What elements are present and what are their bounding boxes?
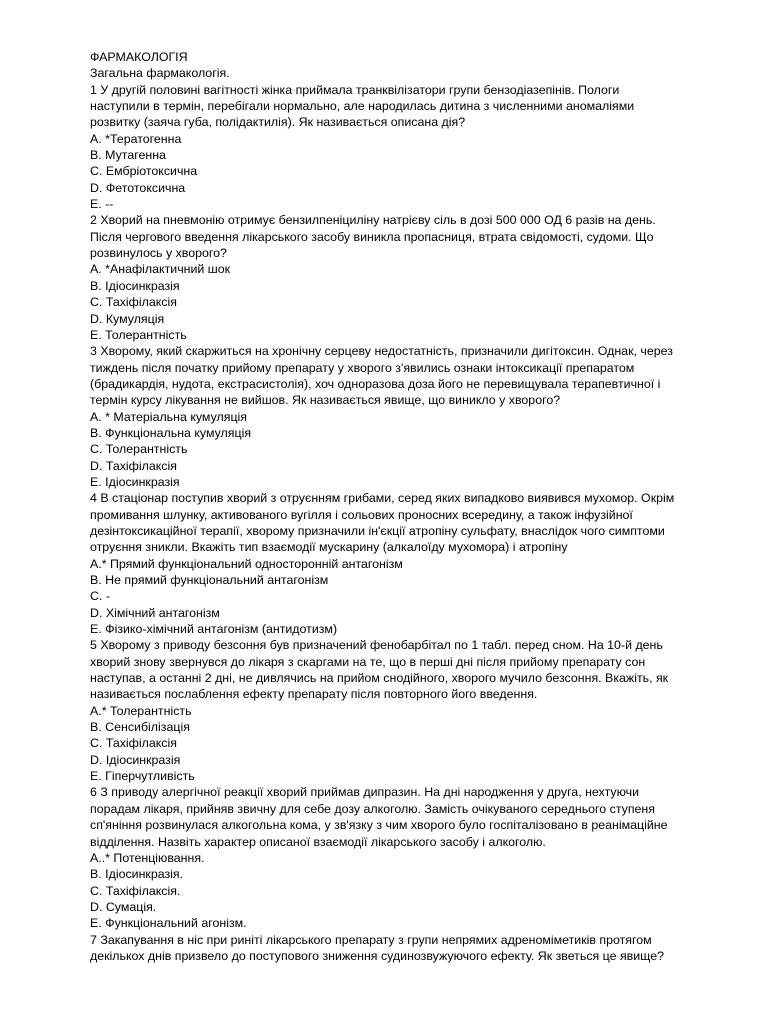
text-line: B. Ідіосинкразія.: [90, 867, 184, 882]
text-line: E. Толерантність: [90, 327, 187, 342]
text-line: 5 Хворому з приводу безсоння був призначений фенобарбітал по 1 табл. перед сном. На 10-й день: [90, 638, 663, 653]
text-line: D. Ідіосинкразія: [90, 752, 181, 767]
document-title: ФАРМАКОЛОГІЯ: [90, 50, 188, 64]
text-line: D. Тахіфілаксія: [90, 458, 177, 473]
text-line: 1 У другій половині вагітності жінка приймала транквілізатори групи бензодіазепінів. Пологи: [90, 82, 620, 97]
text-line: дезінтоксикаційної терапії, хворому призначили ін'єкції атропіну сульфату, внаслідок чого симптоми: [90, 523, 665, 538]
text-line: E. Гіперчутливість: [90, 769, 195, 784]
text-line: A.* Прямий функціональний односторонній антагонізм: [90, 556, 403, 571]
text-line: 4 В стаціонар поступив хворий з отруєнням грибами, серед яких випадково виявився мухомор. Окрім: [90, 491, 675, 506]
text-line: сп'яніння розвинулася алкогольна кома, у зв'язку з чим хворого було госпіталізовано в реанімаційне: [90, 818, 668, 833]
text-line: називається послаблення ефекту препарату після повторного його введення.: [90, 687, 538, 702]
text-line: 2 Хворий на пневмонію отримує бензилпеніциліну натрієву сіль в дозі 500 000 ОД 6 разів на день.: [90, 213, 656, 228]
text-line: C. Толерантність: [90, 442, 188, 457]
text-line: наступав, а останні 2 дні, не дивлячись на прийом снодійного, хворого мучило безсоння. Вкажіть, як: [90, 671, 669, 686]
text-line: B. Сенсибілізація: [90, 720, 190, 735]
text-line: A. *Анафілактичний шок: [90, 262, 231, 277]
document-subtitle: Загальна фармакологія.: [90, 66, 230, 81]
text-line: B. Мутагенна: [90, 148, 166, 163]
text-line: B. Функціональна кумуляція: [90, 425, 252, 440]
text-line: Після чергового введення лікарського засобу виникла пропасниця, втрата свідомості, судоми. Що: [90, 229, 654, 244]
text-line: A. * Матеріальна кумуляція: [90, 409, 248, 424]
text-line: A. *Тератогенна: [90, 131, 182, 146]
text-line: термін курсу лікування не вийшов. Як називається явище, що виникло у хворого?: [90, 393, 561, 408]
text-line: 3 Хворому, який скаржиться на хронічну серцеву недостатність, призначили дигітоксин. Однак, через: [90, 344, 673, 359]
text-line: E. Функціональний агонізм.: [90, 916, 247, 931]
text-line: хворий знову звернувся до лікаря з скаргами на те, що в перші дні після прийому препарату сон: [90, 654, 646, 669]
text-line: B. Ідіосинкразія: [90, 278, 180, 293]
text-line: розвитку (заяча губа, полідактилія). Як називається описана дія?: [90, 115, 466, 130]
text-line: тиждень після початку прийому препарату у хворого з'явились ознаки інтоксикації препаратом: [90, 360, 635, 375]
text-line: C. Ембріотоксична: [90, 164, 198, 179]
text-line: E. --: [90, 197, 114, 212]
text-line: порадам лікаря, прийняв звичну для себе дозу алкоголю. Замість очікуваного середнього ступеня: [90, 801, 655, 816]
text-line: наступили в термін, перебігали нормально, але народилась дитина з численними аномаліями: [90, 99, 635, 114]
text-line: E. Фізико-хімічний антагонізм (антидотизм): [90, 622, 338, 637]
text-line: B. Не прямий функціональний антагонізм: [90, 573, 329, 587]
document-body: [90, 82, 720, 965]
text-line: промивання шлунку, активованого вугілля і сольових проносних всередину, а також інфузійної: [90, 507, 633, 522]
text-line: C. Тахіфілаксія: [90, 736, 177, 751]
text-line: (брадикардія, нудота, екстрасистолія), хоч одноразова доза його не перевищувала терапевтичної і: [90, 376, 661, 391]
text-line: D. Кумуляція: [90, 311, 165, 326]
text-line: D. Фетотоксична: [90, 180, 186, 195]
text-line: 6 З приводу алергічної реакції хворий приймав дипразин. На дні народження у друга, нехтуючи: [90, 785, 640, 800]
text-line: D. Хімічний антагонізм: [90, 605, 220, 620]
text-line: A.* Толерантність: [90, 703, 192, 718]
text-line: розвинулось у хворого?: [90, 246, 227, 261]
text-line: декількох днів призвело до поступового зниження судинозвужуючого ефекту. Як зветься це явище?: [90, 948, 665, 963]
text-line: A..* Потенціювання.: [90, 850, 205, 865]
text-line: C. Тахіфілаксія.: [90, 883, 181, 898]
text-line: відділення. Назвіть характер описаної взаємодії лікарського засобу і алкоголю.: [90, 834, 546, 849]
document-page: [90, 49, 720, 964]
text-line: D. Сумація.: [90, 899, 157, 914]
text-line: E. Ідіосинкразія: [90, 474, 180, 489]
text-line: 7 Закапування в ніс при риніті лікарського препарату з групи непрямих адреноміметиків протягом: [90, 932, 652, 947]
text-line: C. -: [90, 589, 110, 604]
text-line: C. Тахіфілаксія: [90, 295, 177, 310]
text-line: отруєння зникли. Вкажіть тип взаємодії мускарину (алкалоїду мухомора) і атропіну: [90, 540, 568, 555]
